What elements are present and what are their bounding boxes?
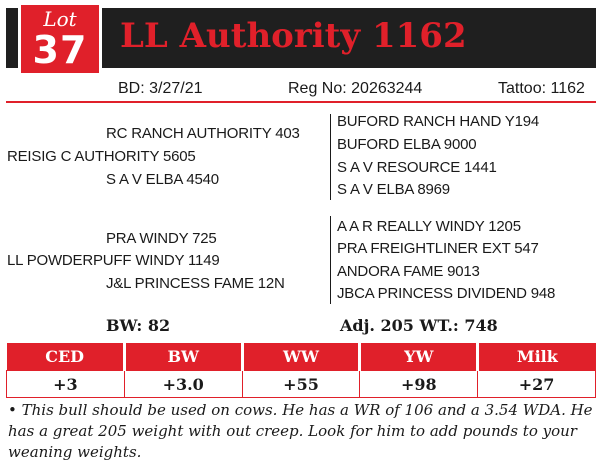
epd-header-row (7, 343, 596, 371)
comment-note: • This bull should be used on cows. He has a WR of 106 and a 3.54 WDA. He has a great 205 weight with out creep. Look for him to add pounds to your weaning weights. (8, 401, 593, 461)
adjusted-205-weight: Adj. 205 WT.: 748 (340, 316, 498, 335)
dam: LL POWDERPUFF WINDY 1149 (7, 252, 220, 269)
epd-header: Milk (478, 343, 596, 371)
ancestor: S A V ELBA 8969 (337, 181, 450, 198)
sire: REISIG C AUTHORITY 5605 (7, 148, 196, 165)
epd-header: BW (124, 343, 242, 371)
info-row (6, 78, 596, 102)
epd-header: WW (242, 343, 360, 371)
epd-value: +3 (7, 371, 125, 398)
sire-of-dam: PRA WINDY 725 (106, 230, 217, 247)
pedigree-bracket (330, 216, 331, 304)
epd-value: +3.0 (124, 371, 242, 398)
birth-weight: BW: 82 (106, 316, 171, 335)
epd-value: +98 (360, 371, 478, 398)
ancestor: JBCA PRINCESS DIVIDEND 948 (337, 285, 556, 302)
ancestor: ANDORA FAME 9013 (337, 263, 480, 280)
ancestor: BUFORD RANCH HAND Y194 (337, 113, 540, 130)
dam-of-sire: S A V ELBA 4540 (106, 171, 219, 188)
lot-badge (18, 2, 102, 76)
ancestor: S A V RESOURCE 1441 (337, 159, 497, 176)
lot-label: Lot (43, 7, 77, 31)
tattoo: Tattoo: 1162 (498, 80, 585, 97)
pedigree-bracket (330, 114, 331, 200)
dam-of-dam: J&L PRINCESS FAME 12N (106, 275, 285, 292)
epd-header: YW (360, 343, 478, 371)
epd-table (6, 343, 596, 398)
epd-header: CED (7, 343, 125, 371)
sire-of-sire: RC RANCH AUTHORITY 403 (106, 125, 300, 142)
birth-date: BD: 3/27/21 (118, 80, 203, 97)
registration-number: Reg No: 20263244 (288, 80, 423, 97)
divider (6, 101, 596, 103)
epd-value: +27 (478, 371, 596, 398)
epd-value: +55 (242, 371, 360, 398)
lot-number: 37 (32, 28, 88, 72)
epd-value-row (7, 371, 596, 398)
ancestor: A A R REALLY WINDY 1205 (337, 218, 521, 235)
bull-name: LL Authority 1162 (120, 16, 467, 56)
ancestor: PRA FREIGHTLINER EXT 547 (337, 240, 539, 257)
ancestor: BUFORD ELBA 9000 (337, 136, 477, 153)
